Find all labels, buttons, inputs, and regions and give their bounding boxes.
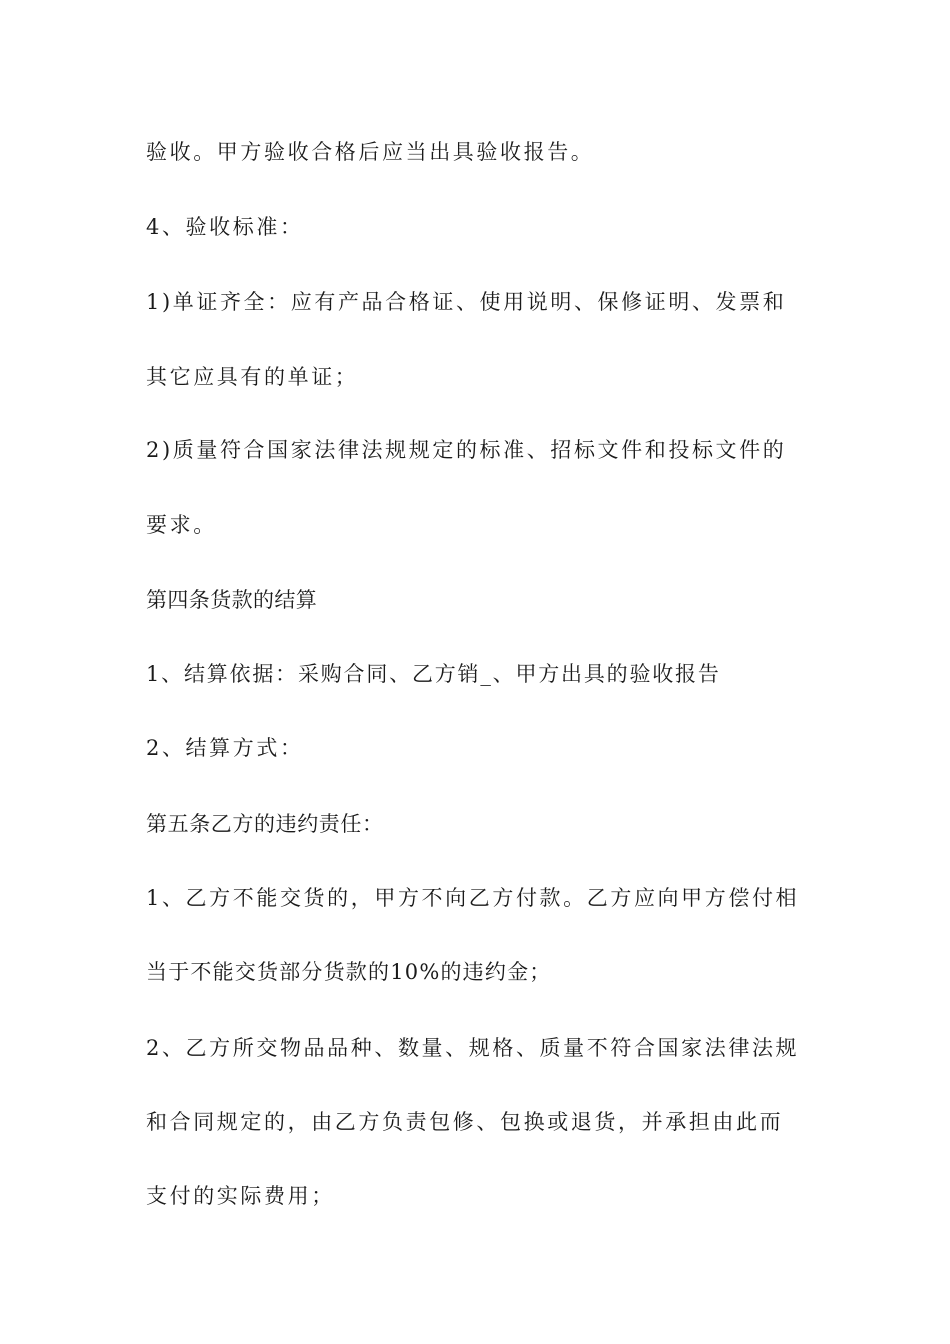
text-line-15: 支付的实际费用； — [146, 1184, 335, 1208]
text-line-2: 4、验收标准： — [146, 215, 304, 239]
text-line-11: 1、乙方不能交货的，甲方不向乙方付款。乙方应向甲方偿付相 — [146, 886, 800, 910]
text-line-13: 2、乙方所交物品品种、数量、规格、质量不符合国家法律法规 — [146, 1036, 800, 1060]
text-line-8: 1、结算依据：采购合同、乙方销_、甲方出具的验收报告 — [146, 662, 721, 686]
text-line-1: 验收。甲方验收合格后应当出具验收报告。 — [146, 140, 595, 164]
text-line-5: 2)质量符合国家法律法规规定的标准、招标文件和投标文件的 — [146, 438, 787, 462]
section-heading-liability: 第五条乙方的违约责任： — [146, 812, 384, 836]
text-line-9: 2、结算方式： — [146, 736, 304, 760]
text-line-12: 当于不能交货部分货款的10%的违约金； — [146, 960, 552, 984]
text-line-14: 和合同规定的，由乙方负责包修、包换或退货，并承担由此而 — [146, 1110, 784, 1134]
text-line-4: 其它应具有的单证； — [146, 365, 359, 389]
section-heading-payment: 第四条货款的结算 — [146, 588, 318, 612]
text-line-6: 要求。 — [146, 513, 217, 537]
text-line-3: 1)单证齐全：应有产品合格证、使用说明、保修证明、发票和 — [146, 290, 787, 314]
